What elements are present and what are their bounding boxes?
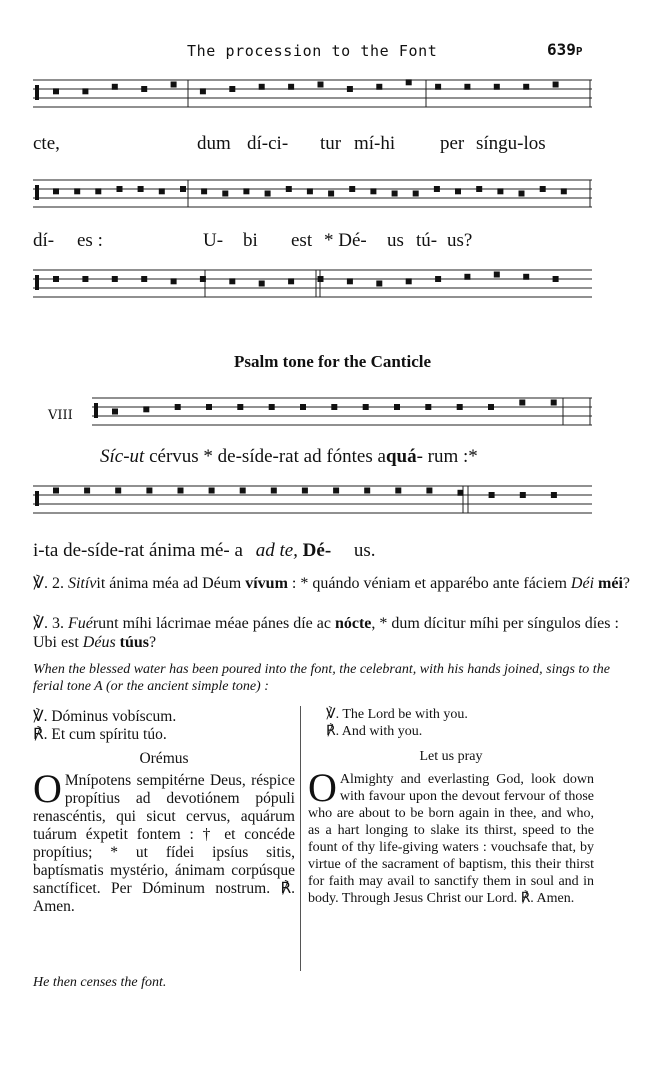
neume bbox=[82, 276, 88, 282]
neume bbox=[318, 276, 324, 282]
neume bbox=[175, 404, 181, 410]
neume bbox=[497, 188, 503, 194]
neume bbox=[494, 272, 500, 278]
lyric-syllable: bi bbox=[243, 230, 258, 251]
neume bbox=[222, 191, 228, 197]
neume bbox=[143, 406, 149, 412]
lyric-syllable: tur bbox=[320, 133, 342, 154]
lyric-syllable: dí-ci- bbox=[247, 133, 289, 154]
verse-2: ℣. 2. Sitívit ánima méa ad Déum vívum : * quándo véniam et apparébo ante fáciem Déi méi? bbox=[33, 575, 630, 592]
neume bbox=[180, 186, 186, 192]
neume bbox=[413, 191, 419, 197]
neume bbox=[178, 488, 184, 494]
neume bbox=[318, 82, 324, 88]
neume bbox=[141, 276, 147, 282]
neume bbox=[240, 488, 246, 494]
neume bbox=[426, 488, 432, 494]
lyric-syllable: dum bbox=[197, 133, 231, 154]
neume bbox=[523, 274, 529, 280]
neume bbox=[95, 188, 101, 194]
neume bbox=[394, 404, 400, 410]
neume bbox=[82, 88, 88, 94]
page-number: 639P bbox=[547, 40, 583, 59]
response: ℟. Et cum spíritu túo. bbox=[33, 726, 167, 743]
column-divider bbox=[300, 706, 301, 971]
neume bbox=[117, 186, 123, 192]
closing-rubric: He then censes the font. bbox=[33, 975, 167, 990]
lyric-syllable: es : bbox=[77, 230, 103, 251]
verse-3: ℣. 3. Fuérunt míhi lácrimae méae pánes díe ac nócte, * dum dícitur míhi per síngulos díes : Ubi est Déus túus? bbox=[33, 615, 619, 651]
mode-label: VIII bbox=[48, 408, 73, 423]
neume bbox=[259, 84, 265, 90]
latin-column bbox=[33, 708, 295, 916]
neume bbox=[392, 191, 398, 197]
neume bbox=[229, 86, 235, 92]
neume bbox=[551, 492, 557, 498]
neume bbox=[435, 84, 441, 90]
english-column bbox=[308, 706, 594, 907]
neume bbox=[489, 492, 495, 498]
neume bbox=[286, 186, 292, 192]
neume bbox=[364, 488, 370, 494]
oremus-label: Orémus bbox=[139, 750, 189, 767]
neume bbox=[302, 488, 308, 494]
neume bbox=[347, 278, 353, 284]
neume bbox=[376, 281, 382, 287]
neume bbox=[288, 278, 294, 284]
neume bbox=[159, 188, 165, 194]
neume bbox=[553, 276, 559, 282]
neume bbox=[347, 86, 353, 92]
lyric-syllable: per bbox=[440, 133, 465, 154]
neume bbox=[434, 186, 440, 192]
neume bbox=[464, 274, 470, 280]
psalm-tone-staff-2 bbox=[0, 476, 665, 536]
c-clef bbox=[94, 403, 98, 418]
neume bbox=[200, 88, 206, 94]
neume bbox=[488, 404, 494, 410]
rubric-instruction: When the blessed water has been poured into the font, the celebrant, with his hands joined, sings to the ferial tone A (or the ancient simple tone) : bbox=[33, 662, 610, 694]
neume bbox=[53, 188, 59, 194]
c-clef bbox=[35, 85, 39, 100]
neume bbox=[141, 86, 147, 92]
neume bbox=[519, 400, 525, 406]
neume bbox=[271, 488, 277, 494]
neume bbox=[112, 84, 118, 90]
neume bbox=[540, 186, 546, 192]
neume bbox=[457, 404, 463, 410]
psalm-text-line-1: Síc-ut cérvus * de-síde-rat ad fóntes aquá- rum :* bbox=[100, 446, 478, 467]
neume bbox=[494, 84, 500, 90]
latin-prayer: O Mnípotens sempitérne Deus, réspice propítius ad devotiónem pópuli renascéntis, qui sicut cervus, aquárum tuárum éxpetit fontem : † et concéde propítius; * ut fídei ipsíus sitis, baptísmatis mystério, ánimam corpúsque sanctíficet. Per Dóminum nostrum. ℟. Amen. bbox=[33, 766, 295, 915]
neume bbox=[200, 276, 206, 282]
lyric-syllable: síngu-los bbox=[476, 133, 546, 154]
neume bbox=[553, 82, 559, 88]
neume bbox=[288, 84, 294, 90]
neume bbox=[243, 188, 249, 194]
lyric-syllable: us bbox=[387, 230, 404, 251]
neume bbox=[237, 404, 243, 410]
neume bbox=[464, 84, 470, 90]
lyric-syllable: mí-hi bbox=[354, 133, 396, 154]
neume bbox=[523, 84, 529, 90]
neume bbox=[300, 404, 306, 410]
neume bbox=[331, 404, 337, 410]
neume bbox=[520, 492, 526, 498]
neume bbox=[476, 186, 482, 192]
english-prayer: O Almighty and everlasting God, look down with favour upon the devout fervour of those who are about to be born again in thee, and who, as a hart longing to slake its thirst, speed to the fount of thy life-giving waters : vouchsafe that, by virtue of the sacrament of baptism, this their thirst for faith may avail to sanctify them in soul and in body. Through Jesus Christ our Lord. ℟. Amen. bbox=[308, 765, 594, 906]
lyric-syllable: U- bbox=[203, 230, 224, 251]
lyric-syllable: us? bbox=[447, 230, 473, 251]
versicle: ℣. Dóminus vobíscum. bbox=[33, 708, 177, 725]
c-clef bbox=[35, 491, 39, 506]
neume bbox=[406, 278, 412, 284]
neume bbox=[435, 276, 441, 282]
neume bbox=[201, 188, 207, 194]
neume bbox=[84, 488, 90, 494]
neume bbox=[425, 404, 431, 410]
running-header: The procession to the Font bbox=[187, 42, 438, 60]
neume bbox=[112, 409, 118, 415]
neume bbox=[455, 188, 461, 194]
neume bbox=[551, 400, 557, 406]
neume bbox=[333, 488, 339, 494]
lyric-syllable: tú- bbox=[416, 230, 438, 251]
neume bbox=[458, 490, 464, 496]
neume bbox=[259, 281, 265, 287]
neume bbox=[53, 88, 59, 94]
let-us-pray-label: Let us pray bbox=[419, 749, 483, 764]
lyric-syllable: dí- bbox=[33, 230, 55, 251]
versicle: ℣. The Lord be with you. bbox=[326, 707, 468, 722]
neume bbox=[265, 191, 271, 197]
neume bbox=[138, 186, 144, 192]
psalm-text-line-2: i-ta de-síde-rat ánima mé- a ad te, Dé- us. bbox=[33, 540, 376, 561]
neume bbox=[146, 488, 152, 494]
neume bbox=[171, 278, 177, 284]
chant-staff-3 bbox=[0, 260, 665, 330]
neume bbox=[206, 404, 212, 410]
neume bbox=[328, 191, 334, 197]
neume bbox=[307, 188, 313, 194]
neume bbox=[229, 278, 235, 284]
neume bbox=[171, 82, 177, 88]
neume bbox=[519, 191, 525, 197]
lyric-syllable: cte, bbox=[33, 133, 60, 154]
neume bbox=[53, 276, 59, 282]
lyric-syllable: est bbox=[291, 230, 313, 251]
neume bbox=[112, 276, 118, 282]
neume bbox=[561, 188, 567, 194]
drop-cap: O bbox=[33, 766, 62, 811]
neume bbox=[53, 488, 59, 494]
neume bbox=[406, 79, 412, 85]
c-clef bbox=[35, 275, 39, 290]
neume bbox=[349, 186, 355, 192]
neume bbox=[363, 404, 369, 410]
neume bbox=[115, 488, 121, 494]
neume bbox=[209, 488, 215, 494]
section-heading: Psalm tone for the Canticle bbox=[233, 352, 432, 371]
neume bbox=[269, 404, 275, 410]
neume bbox=[376, 84, 382, 90]
neume bbox=[74, 188, 80, 194]
lyric-syllable: * Dé- bbox=[324, 230, 367, 251]
neume bbox=[370, 188, 376, 194]
drop-cap: O bbox=[308, 765, 337, 810]
c-clef bbox=[35, 185, 39, 200]
neume bbox=[395, 488, 401, 494]
psalm-tone-staff-1 bbox=[0, 388, 665, 448]
response: ℟. And with you. bbox=[326, 724, 423, 739]
